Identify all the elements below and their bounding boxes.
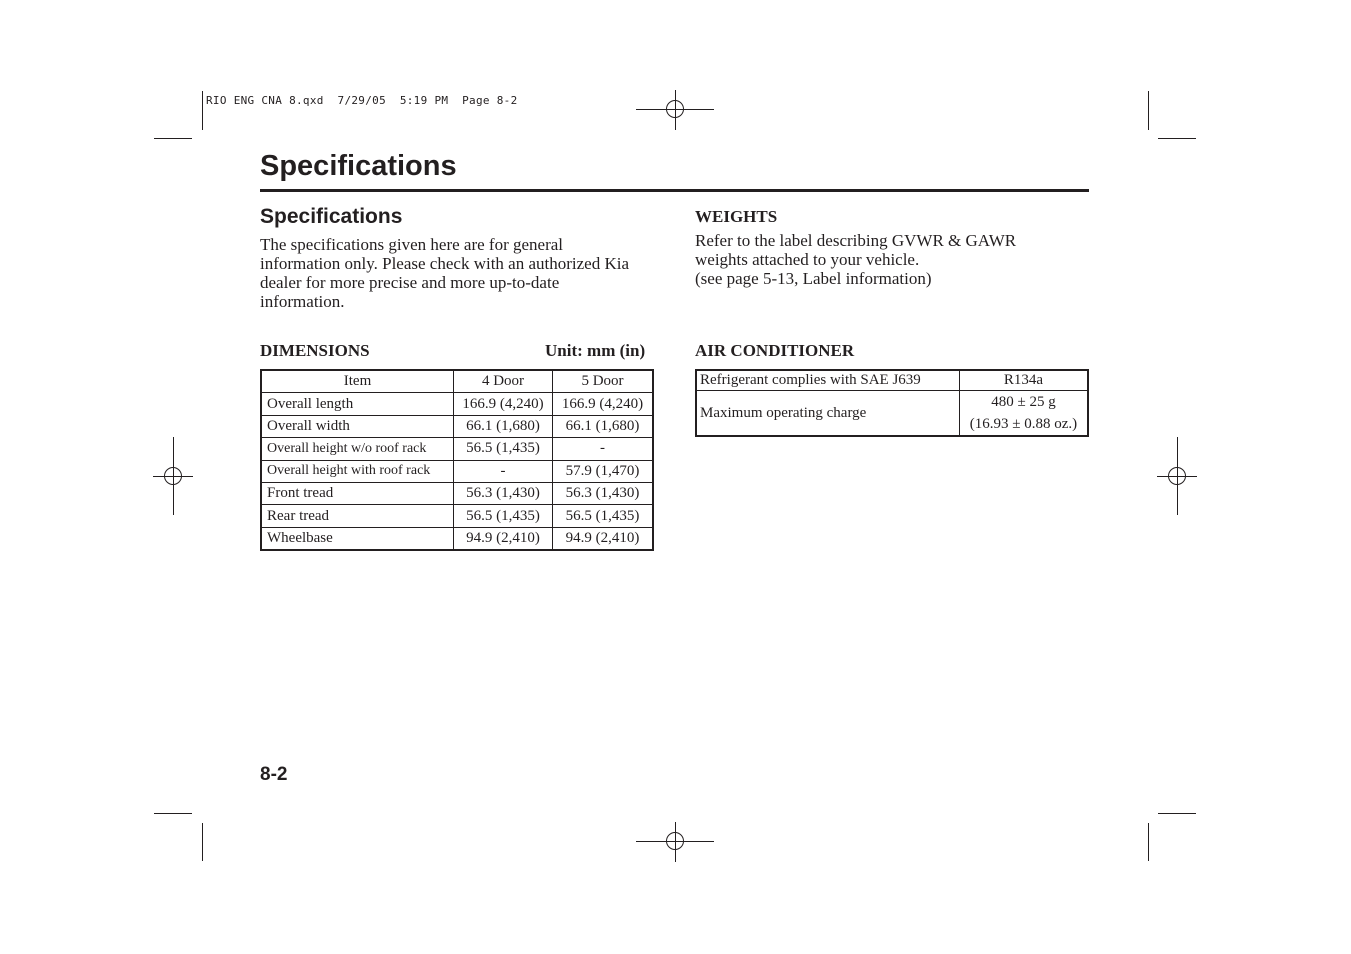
column-header: 4 Door — [454, 370, 553, 393]
crop-mark — [1148, 91, 1149, 130]
charge-value-line: (16.93 ± 0.88 oz.) — [969, 416, 1078, 432]
intro-line: dealer for more precise and more up-to-date — [260, 273, 560, 292]
title-rule — [260, 189, 1089, 192]
table-cell: 166.9 (4,240) — [454, 393, 553, 415]
table-row — [261, 438, 653, 460]
table-cell: Overall width — [261, 415, 454, 437]
table-cell: 66.1 (1,680) — [454, 415, 553, 437]
intro-paragraph — [260, 235, 660, 311]
dimensions-heading: DIMENSIONS — [260, 341, 370, 360]
table-cell: 56.3 (1,430) — [454, 482, 553, 504]
table-cell: 56.3 (1,430) — [553, 482, 654, 504]
table-row — [261, 393, 653, 415]
table-cell: 56.5 (1,435) — [454, 505, 553, 527]
table-header-row — [261, 370, 653, 393]
dimensions-table — [260, 369, 654, 551]
weights-line: weights attached to your vehicle. — [695, 250, 920, 269]
crop-mark — [202, 91, 203, 130]
table-row — [261, 482, 653, 504]
table-cell: Wheelbase — [261, 527, 454, 550]
table-cell: R134a — [960, 370, 1089, 391]
weights-heading: WEIGHTS — [695, 207, 778, 226]
table-cell: Overall length — [261, 393, 454, 415]
table-row — [696, 370, 1088, 391]
table-cell: 94.9 (2,410) — [454, 527, 553, 550]
table-cell: 56.5 (1,435) — [454, 438, 553, 460]
table-cell: Maximum operating charge — [696, 391, 960, 437]
page-number: 8-2 — [260, 764, 288, 785]
table-row — [261, 527, 653, 550]
charge-value-line: 480 ± 25 g — [991, 394, 1056, 410]
crop-mark — [202, 823, 203, 861]
table-cell: 56.5 (1,435) — [553, 505, 654, 527]
table-cell: Front tread — [261, 482, 454, 504]
table-cell: 66.1 (1,680) — [553, 415, 654, 437]
weights-line: Refer to the label describing GVWR & GAWR — [695, 231, 1017, 250]
page-title: Specifications — [260, 150, 457, 182]
crop-mark — [154, 138, 192, 139]
air-conditioner-table — [695, 369, 1089, 437]
intro-line: information only. Please check with an authorized Kia — [260, 254, 630, 273]
table-row — [261, 460, 653, 482]
air-conditioner-heading: AIR CONDITIONER — [695, 341, 855, 360]
table-cell: 57.9 (1,470) — [553, 460, 654, 482]
column-header: 5 Door — [553, 370, 654, 393]
table-cell: Overall height w/o roof rack — [261, 438, 454, 460]
weights-paragraph — [695, 231, 1095, 288]
table-row — [261, 505, 653, 527]
intro-line: The specifications given here are for general — [260, 235, 564, 254]
column-header: Item — [261, 370, 454, 393]
crop-mark — [1158, 138, 1196, 139]
weights-line: (see page 5-13, Label information) — [695, 269, 932, 288]
table-cell: 94.9 (2,410) — [553, 527, 654, 550]
dimensions-unit: Unit: mm (in) — [545, 341, 646, 360]
table-cell: Refrigerant complies with SAE J639 — [696, 370, 960, 391]
table-cell — [960, 391, 1089, 437]
print-slug: RIO ENG CNA 8.qxd 7/29/05 5:19 PM Page 8-2 — [206, 94, 518, 107]
crop-mark — [1158, 813, 1196, 814]
table-cell: Overall height with roof rack — [261, 460, 454, 482]
table-cell: Rear tread — [261, 505, 454, 527]
table-cell: - — [553, 438, 654, 460]
intro-line: information. — [260, 292, 345, 311]
table-cell: 166.9 (4,240) — [553, 393, 654, 415]
table-cell: - — [454, 460, 553, 482]
table-row — [696, 391, 1088, 437]
crop-mark — [1148, 823, 1149, 861]
table-row — [261, 415, 653, 437]
section-title: Specifications — [260, 205, 403, 228]
crop-mark — [154, 813, 192, 814]
